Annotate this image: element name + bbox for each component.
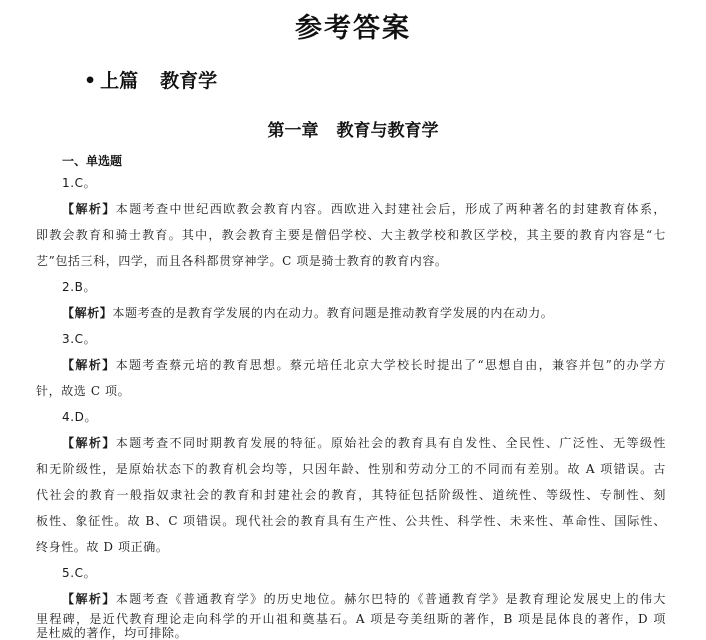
explanation-line: 即教会教育和骑士教育。其中，教会教育主要是僧侣学校、大主教学校和教区学校，其主要的教育内容是“七 <box>36 228 666 242</box>
chapter-number: 第一章 <box>267 121 319 141</box>
explanation-line: 代社会的教育一般指奴隶社会的教育和封建社会的教育，其特征包括阶级性、道统性、等级性、专制性、刻 <box>36 488 666 502</box>
explanation-tag: 【解析】 <box>62 592 116 606</box>
explanation-line: 【解析】本题考查不同时期教育发展的特征。原始社会的教育具有自发性、全民性、广泛性、无等级性 <box>62 436 666 450</box>
explanation-line: 里程碑，是近代教育理论走向科学的开山祖和奠基石。A 项是夸美纽斯的著作，B 项是昆体良的著作，D 项 <box>36 612 666 626</box>
explanation-line: 是杜威的著作，均可排除。 <box>36 626 188 640</box>
part-name: 上篇 <box>100 70 139 92</box>
bullet-icon: • <box>84 70 97 92</box>
explanation-line: 【解析】本题考查《普通教育学》的历史地位。赫尔巴特的《普通教育学》是教育理论发展史上的伟大 <box>62 592 666 606</box>
explanation-line: 【解析】本题考查的是教育学发展的内在动力。教育问题是推动教育学发展的内在动力。 <box>62 306 554 320</box>
answer-number: 5.C。 <box>62 566 97 580</box>
explanation-line: 终身性。故 D 项正确。 <box>36 540 169 554</box>
explanation-line: 【解析】本题考查中世纪西欧教会教育内容。西欧进入封建社会后，形成了两种著名的封建教育体系， <box>62 202 666 216</box>
part-title: 教育学 <box>160 70 218 92</box>
part-heading <box>84 66 217 93</box>
explanation-line: 艺”包括三科，四学，而且各科都贯穿神学。C 项是骑士教育的教育内容。 <box>36 254 448 268</box>
explanation-tag: 【解析】 <box>62 306 113 320</box>
answer-number: 3.C。 <box>62 332 97 346</box>
explanation-line: 针，故选 C 项。 <box>36 384 131 398</box>
explanation-line: 板性、象征性。故 B、C 项错误。现代社会的教育具有生产性、公共性、科学性、未来性、革命性、国际性、 <box>36 514 666 528</box>
page-title: 参考答案 <box>295 13 411 44</box>
chapter-heading <box>0 116 706 141</box>
explanation-tag: 【解析】 <box>62 202 116 216</box>
explanation-tag: 【解析】 <box>62 358 116 372</box>
answer-number: 2.B。 <box>62 280 97 294</box>
explanation-line: 和无阶级性，是原始状态下的教育机会均等，只因年龄、性别和劳动分工的不同而有差别。故 A 项错误。古 <box>36 462 666 476</box>
answer-number: 1.C。 <box>62 176 97 190</box>
chapter-title: 教育与教育学 <box>336 121 439 141</box>
answer-number: 4.D。 <box>62 410 98 424</box>
explanation-line: 【解析】本题考查蔡元培的教育思想。蔡元培任北京大学校长时提出了“思想自由，兼容并包”的办学方 <box>62 358 666 372</box>
explanation-tag: 【解析】 <box>62 436 116 450</box>
section-heading: 一、单选题 <box>62 154 123 168</box>
